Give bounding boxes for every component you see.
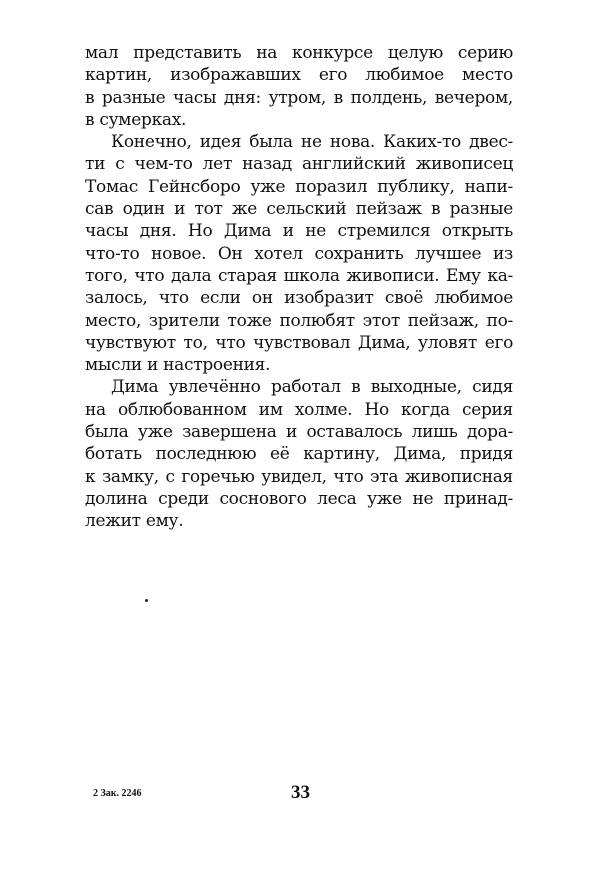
text-line: в разные часы дня: утром, в полдень, вечером, bbox=[85, 87, 513, 108]
text-line: того, что дала старая школа живописи. Ему ка- bbox=[85, 265, 513, 286]
printer-signature: 2 Зак. 2246 bbox=[93, 788, 142, 799]
text-line: ботать последнюю её картину, Дима, придя bbox=[85, 444, 513, 465]
text-line: к замку, с горечью увидел, что эта живописная bbox=[85, 466, 513, 487]
text-line: Томас Гейнсборо уже поразил публику, напи- bbox=[85, 176, 513, 197]
text-line: сав один и тот же сельский пейзаж в разные bbox=[85, 199, 513, 220]
text-line: была уже завершена и оставалось лишь дора- bbox=[85, 422, 513, 443]
page-number: 33 bbox=[291, 782, 310, 803]
text-line: мысли и настроения. bbox=[85, 355, 271, 376]
body-text bbox=[85, 42, 513, 533]
text-line: мал представить на конкурсе целую серию bbox=[85, 43, 513, 63]
text-line: залось, что если он изобразит своё любимое bbox=[85, 288, 513, 309]
text-line: долина среди соснового леса уже не принад- bbox=[85, 488, 513, 509]
text-line: что-то новое. Он хотел сохранить лучшее из bbox=[85, 243, 513, 264]
text-line: в сумерках. bbox=[85, 109, 187, 130]
text-line: картин, изображавших его любимое место bbox=[85, 65, 513, 86]
text-line: лежит ему. bbox=[85, 511, 184, 532]
text-line: на облюбованном им холме. Но когда серия bbox=[85, 399, 513, 420]
text-line: Дима увлечённо работал в выходные, сидя bbox=[111, 377, 513, 398]
text-line: чувствуют то, что чувствовал Дима, уловят его bbox=[85, 332, 513, 353]
text-line: Конечно, идея была не нова. Каких-то двес- bbox=[111, 132, 513, 153]
scan-speck bbox=[145, 599, 148, 602]
text-line: место, зрители тоже полюбят этот пейзаж, по- bbox=[85, 310, 513, 331]
text-line: ти с чем-то лет назад английский живописец bbox=[85, 154, 513, 175]
text-line: часы дня. Но Дима и не стремился открыть bbox=[85, 221, 513, 242]
